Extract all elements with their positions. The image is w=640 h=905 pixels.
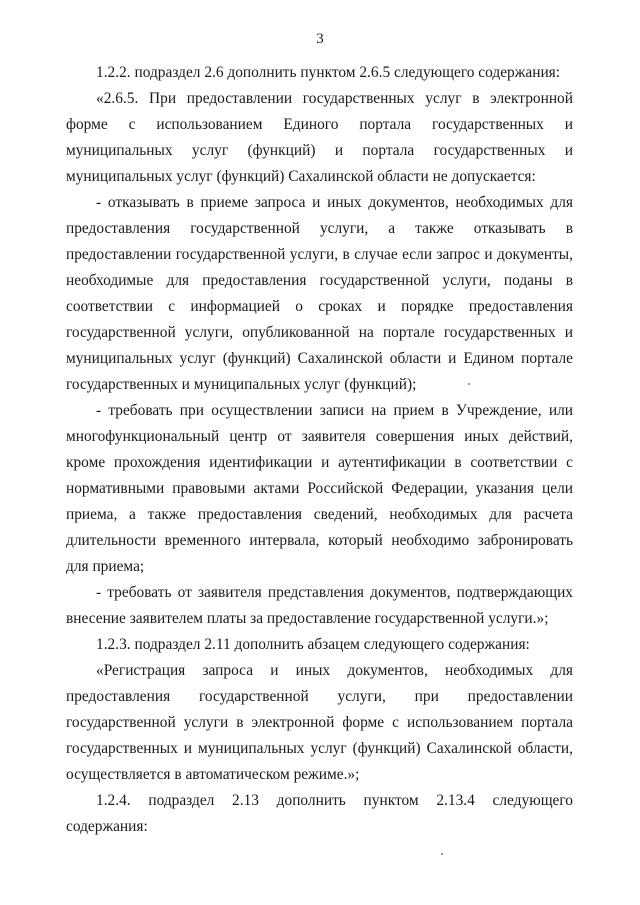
paragraph-refusal-item: - отказывать в приеме запроса и иных документов, необходимых для предоставления государственной услуги, а также отказывать в предоставлении государственной услуги, в случае если запрос и документы, необходимые для предоставления государственной услуги, поданы в соответствии с информацией о сроках и порядке предоставления государственной услуги, опубликованной на портале государственных и муниципальных услуг (функций) Сахалинской области и Едином портале государственных и муниципальных услуг (функций); xyxy=(66,194,573,393)
paragraph-1-2-3: 1.2.3. подраздел 2.11 дополнить абзацем следующего содержания: xyxy=(96,636,530,653)
paragraph-registration: «Регистрация запроса и иных документов, необходимых для предоставления государственной услуги, при предоставлении государственной услуги в электронной форме с использованием портала государственных и муниципальных услуг (функций) Сахалинской области, осуществляется в автоматическом режиме.»; xyxy=(66,662,573,783)
scan-speck xyxy=(468,383,470,385)
paragraph-1-2-2: 1.2.2. подраздел 2.6 дополнить пунктом 2.6.5 следующего содержания: xyxy=(96,64,561,81)
paragraph-1-2-4: 1.2.4. подраздел 2.13 дополнить пунктом 2.13.4 следующего содержания: xyxy=(66,792,573,835)
scan-speck xyxy=(441,853,443,855)
paragraph-appointment-item: - требовать при осуществлении записи на прием в Учреждение, или многофункциональный центр от заявителя совершения иных действий, кроме прохождения идентификации и аутентификации в соответствии с нормативными правовыми актами Российской Федерации, указания цели приема, а также предоставления сведений, необходимых для расчета длительности временного интервала, который необходимо забронировать для приема; xyxy=(66,402,573,575)
document-body xyxy=(66,60,573,840)
page-number: 3 xyxy=(316,31,324,47)
paragraph-payment-item: - требовать от заявителя представления документов, подтверждающих внесение заявителем платы за предоставление государственной услуги.»; xyxy=(66,584,573,627)
paragraph-2-6-5: «2.6.5. При предоставлении государственных услуг в электронной форме с использованием Единого портала государственных и муниципальных услуг (функций) и портала государственных и муниципальных услуг (функций) Сахалинской области не допускается: xyxy=(66,90,573,185)
